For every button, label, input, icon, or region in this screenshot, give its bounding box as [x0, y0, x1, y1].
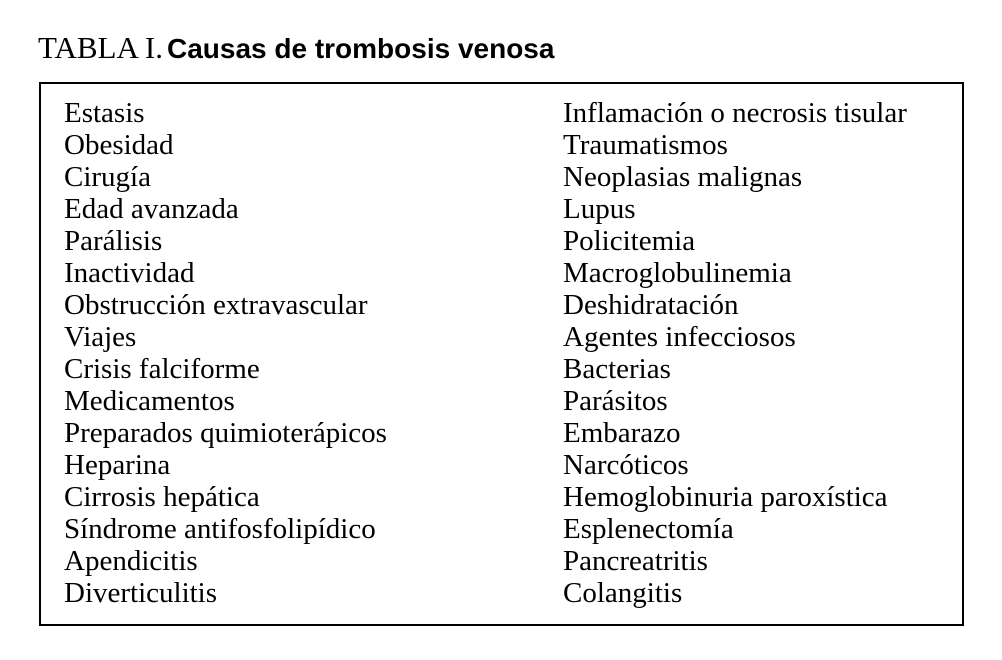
cause-item: Embarazo — [563, 417, 681, 449]
cause-item: Preparados quimioterápicos — [64, 417, 387, 449]
cause-item: Inflamación o necrosis tisular — [563, 97, 907, 129]
cause-item: Inactividad — [64, 257, 195, 289]
causes-table — [39, 82, 964, 626]
cause-item: Pancreatritis — [563, 545, 708, 577]
cause-item: Hemoglobinuria paroxística — [563, 481, 888, 513]
cause-item: Colangitis — [563, 577, 683, 609]
cause-item: Policitemia — [563, 225, 696, 257]
cause-item: Narcóticos — [563, 449, 689, 481]
cause-item: Parásitos — [563, 385, 668, 417]
cause-item: Macroglobulinemia — [563, 257, 792, 289]
cause-item: Bacterias — [563, 353, 671, 385]
cause-item: Viajes — [64, 321, 137, 353]
cause-item: Estasis — [64, 97, 145, 129]
cause-item: Heparina — [64, 449, 171, 481]
cause-item: Neoplasias malignas — [563, 161, 803, 193]
cause-item: Parálisis — [64, 225, 163, 257]
cause-item: Deshidratación — [563, 289, 739, 321]
cause-item: Cirrosis hepática — [64, 481, 260, 513]
table-title: Causas de trombosis venosa — [166, 33, 555, 64]
cause-item: Obesidad — [64, 129, 174, 161]
cause-item: Crisis falciforme — [64, 353, 260, 385]
cause-item: Medicamentos — [64, 385, 235, 417]
table-number: TABLA I. — [38, 30, 163, 65]
cause-item: Obstrucción extravascular — [64, 289, 368, 321]
right-column — [563, 97, 907, 609]
cause-item: Apendicitis — [64, 545, 198, 577]
cause-item: Síndrome antifosfolipídico — [64, 513, 376, 545]
cause-item: Esplenectomía — [563, 513, 734, 545]
cause-item: Traumatismos — [563, 129, 728, 161]
left-column — [64, 97, 387, 609]
cause-item: Lupus — [563, 193, 636, 225]
cause-item: Diverticulitis — [64, 577, 218, 609]
cause-item: Cirugía — [64, 161, 151, 193]
cause-item: Edad avanzada — [64, 193, 239, 225]
table-caption — [38, 30, 554, 72]
cause-item: Agentes infecciosos — [563, 321, 796, 353]
